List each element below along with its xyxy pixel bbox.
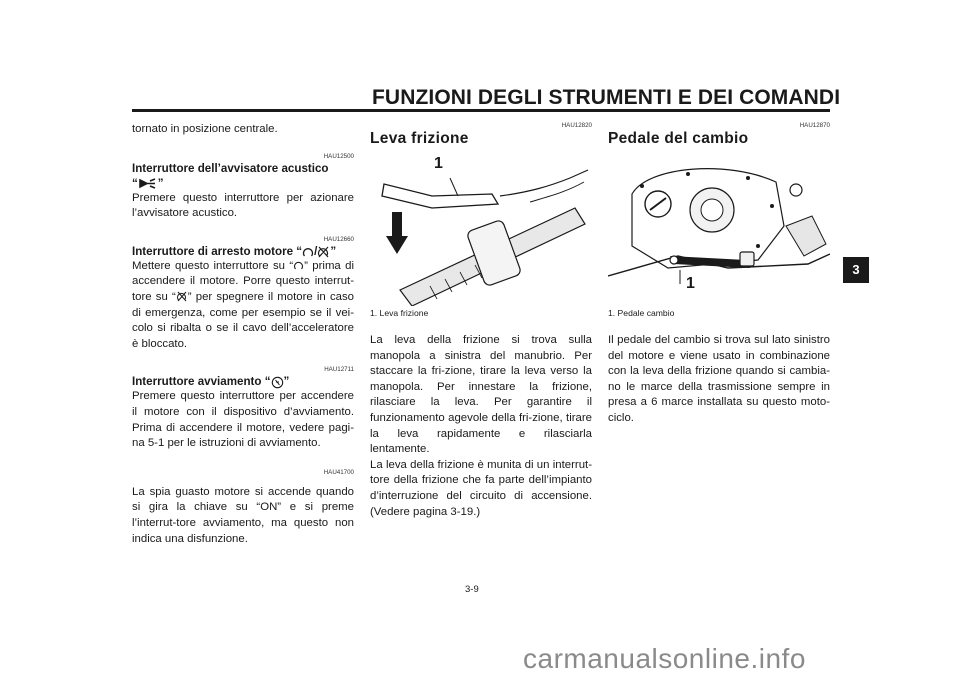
figure-caption: 1. Pedale cambio [608,308,675,318]
horn-description: Premere questo interruttore per azionare l’avvisatore acustico. [132,191,354,220]
column-middle [370,122,592,520]
figure-caption: 1. Leva frizione [370,308,429,318]
section-heading-start: Interruttore avviamento “ ” [132,375,290,389]
ref-code: HAU12500 [323,152,354,160]
start-icon [271,376,284,389]
run-icon [293,260,304,271]
ref-code: HAU41700 [323,468,354,476]
stop-icon [176,291,188,302]
chapter-tab: 3 [843,257,869,283]
callout-number: 1 [686,275,695,292]
ref-code: HAU12711 [324,366,354,374]
header-divider [132,109,830,112]
start-description: Premere questo interruttore per accendere il motore con il dispositivo d’avviamento. Prima di accendere il motore, vedere pagi-na 5-1 per le istruzioni di avviamento. [132,390,354,450]
shift-pedal-drawing [608,156,830,306]
section-heading-horn: Interruttore dell’avvisatore acustico “ ” [132,161,329,190]
shift-pedal-illustration [608,156,830,306]
shift-pedal-description: Il pedale del cambio si trova sul lato sinistro del motore e viene usato in combinazione con la leva della frizione quando si cambia-no le marce della trasmissione sempre in presa a 6 marce installata su questo moto-ciclo. [608,334,830,424]
stop-description: Mettere questo interruttore su “ ” prima di accendere il motore. Porre questo interrut-tore su “ ” per spegnere il motore in caso di emergenza, come per esempio se il vei-colo si ribalta o se il cavo dell’acceleratore è bloccato. [132,259,355,350]
horn-icon [138,178,158,189]
ref-code: HAU12870 [799,122,830,129]
stop-icon [317,246,330,258]
run-icon [302,246,314,258]
page-title: FUNZIONI DEGLI STRUMENTI E DEI COMANDI [372,86,841,109]
callout-number: 1 [434,155,443,172]
clutch-description: La leva della frizione si trova sulla manopola a sinistra del manubrio. Per staccare la fri-zione, tirare la leva verso la manopola. Per innestare la frizione, rilasciare la leva. Per garantire il funzionamento agevole della fri-zione, tirare la leva rapidamente e rilasciarla lentamente. [370,334,592,456]
engine-warning-description: La spia guasto motore si accende quando si gira la chiave su “ON” e si preme l’interrut-tore avviamento, ma questo non indica una disfunzione. [132,485,354,545]
page-number: 3-9 [465,584,479,595]
column-left [132,122,354,547]
section-heading-shift-pedal: Pedale del cambio [608,130,749,147]
section-heading-stop: Interruttore di arresto motore “ / ” [132,244,337,258]
watermark: carmanualsonline.info [523,643,806,674]
ref-code: HAU12660 [323,235,354,243]
column-right [608,122,830,427]
section-heading-clutch: Leva frizione [370,130,469,147]
clutch-lever-illustration [370,156,592,306]
clutch-switch-description: La leva della frizione è munita di un interrut-tore della frizione che fa parte dell’impianto d’interruzione del circuito di accensione. (Vedere pagina 3-19.) [370,458,592,518]
ref-code: HAU12820 [561,122,592,129]
clutch-lever-drawing [370,156,592,306]
intro-text: tornato in posizione centrale. [132,123,278,135]
